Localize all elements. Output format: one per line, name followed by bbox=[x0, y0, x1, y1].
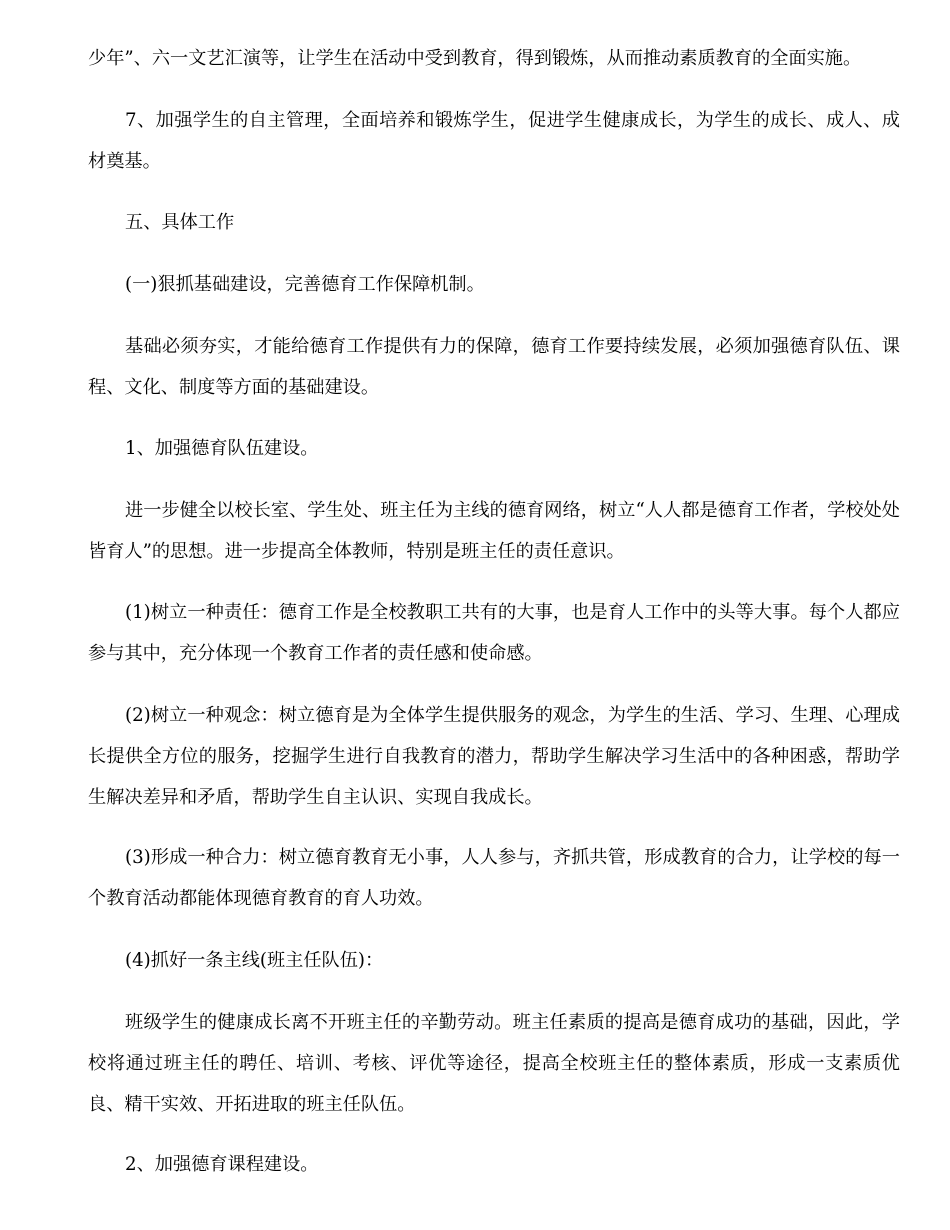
subsection-heading-foundation: (一)狠抓基础建设，完善德育工作保障机制。 bbox=[125, 274, 485, 295]
paragraph-responsibility: (1)树立一种责任：德育工作是全校教职工共有的大事，也是育人工作中的头等大事。每个人都应参与其中，充分体现一个教育工作者的责任感和使命感。 bbox=[88, 602, 900, 664]
item-heading-team-building: 1、加强德育队伍建设。 bbox=[125, 438, 319, 459]
item-heading-curriculum: 2、加强德育课程建设。 bbox=[125, 1154, 319, 1175]
paragraph-synergy: (3)形成一种合力：树立德育教育无小事，人人参与，齐抓共管，形成教育的合力，让学校的每一个教育活动都能体现德育教育的育人功效。 bbox=[88, 847, 900, 909]
paragraph-item-7: 7、加强学生的自主管理，全面培养和锻炼学生，促进学生健康成长，为学生的成长、成人、成材奠基。 bbox=[88, 110, 900, 172]
paragraph-moral-network: 进一步健全以校长室、学生处、班主任为主线的德育网络，树立“人人都是德育工作者，学校处处皆育人”的思想。进一步提高全体教师，特别是班主任的责任意识。 bbox=[88, 500, 900, 562]
paragraph-main-line: (4)抓好一条主线(班主任队伍)： bbox=[125, 950, 384, 971]
paragraph-foundation-intro: 基础必须夯实，才能给德育工作提供有力的保障，德育工作要持续发展，必须加强德育队伍、课程、文化、制度等方面的基础建设。 bbox=[88, 336, 900, 398]
paragraph-continuation: 少年”、六一文艺汇演等，让学生在活动中受到教育，得到锻炼，从而推动素质教育的全面实施。 bbox=[88, 48, 862, 69]
paragraph-concept: (2)树立一种观念：树立德育是为全体学生提供服务的观念，为学生的生活、学习、生理、心理成长提供全方位的服务，挖掘学生进行自我教育的潜力，帮助学生解决学习生活中的各种困惑，帮助学生解决差异和矛盾，帮助学生自主认识、实现自我成长。 bbox=[88, 705, 900, 808]
section-heading-specific-work: 五、具体工作 bbox=[125, 212, 235, 233]
paragraph-head-teachers: 班级学生的健康成长离不开班主任的辛勤劳动。班主任素质的提高是德育成功的基础，因此，学校将通过班主任的聘任、培训、考核、评优等途径，提高全校班主任的整体素质，形成一支素质优良、精干实效、开拓进取的班主任队伍。 bbox=[88, 1012, 900, 1115]
